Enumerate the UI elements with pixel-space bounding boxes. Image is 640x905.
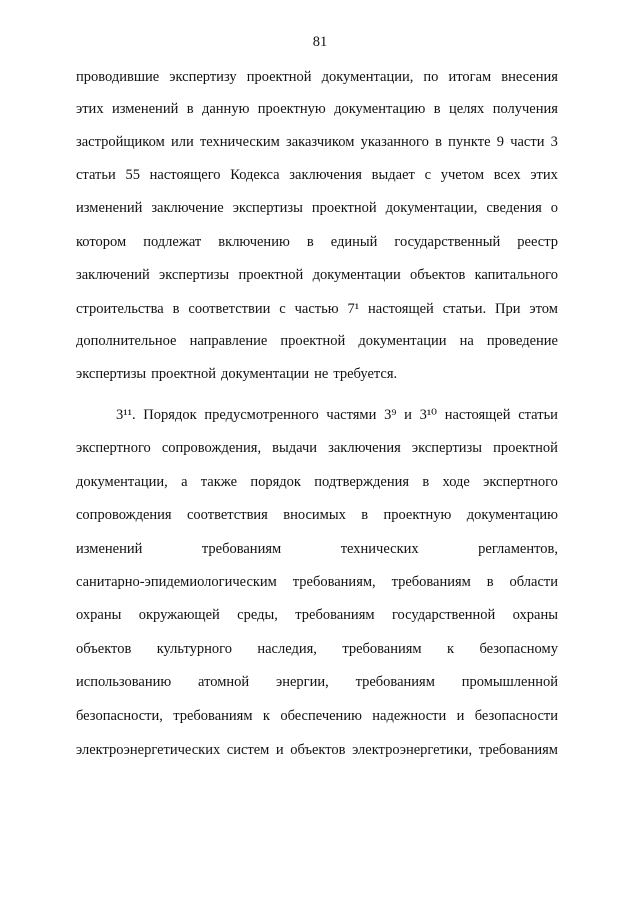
word: котором — [76, 234, 127, 250]
word: безопасному — [479, 641, 558, 657]
word: экспертного — [76, 440, 151, 456]
word: капитального — [474, 267, 558, 283]
word: в — [422, 474, 430, 490]
word: атомной — [198, 674, 250, 690]
word: пункте — [448, 134, 491, 150]
word: единый — [330, 234, 378, 250]
word: застройщиком — [76, 134, 165, 150]
word: строительства — [76, 301, 164, 317]
word: сопровождения — [76, 507, 172, 523]
word: экспертизу — [169, 69, 237, 85]
text-line — [76, 233, 558, 251]
word: проведение — [486, 333, 558, 349]
word: в — [172, 301, 180, 317]
text-line — [76, 100, 558, 118]
word: реестр — [517, 234, 558, 250]
word: экспертизы — [232, 200, 303, 216]
text-line — [76, 300, 558, 318]
word: требованиям — [355, 674, 435, 690]
word: частями — [326, 407, 377, 423]
text-line — [76, 266, 558, 284]
word: 3 — [550, 134, 558, 150]
word: техническим — [199, 134, 280, 150]
word: вносимых — [283, 507, 346, 523]
word: с — [279, 301, 286, 317]
word: статьи. — [442, 301, 487, 317]
word: электроэнергетики, — [352, 742, 473, 758]
page-number: 81 — [312, 34, 328, 50]
word: или — [170, 134, 194, 150]
word: государственный — [394, 234, 501, 250]
word: заключение — [151, 200, 224, 216]
text-line — [76, 707, 558, 725]
word: к — [262, 708, 270, 724]
word: документации, — [76, 474, 168, 490]
word: проектную — [383, 507, 452, 523]
word: изменений — [111, 101, 179, 117]
word: дополнительное — [76, 333, 177, 349]
word: в — [306, 234, 314, 250]
word: по — [423, 69, 439, 85]
text-line — [76, 506, 558, 524]
word: проектной — [311, 200, 377, 216]
word: изменений — [76, 200, 143, 216]
word: регламентов, — [478, 541, 558, 557]
word: требованиям, — [292, 574, 376, 590]
word: проектную — [257, 101, 326, 117]
word: требованиям — [342, 641, 422, 657]
word: предусмотренного — [204, 407, 319, 423]
text-line — [76, 332, 558, 350]
word: с — [424, 167, 432, 183]
word: итогам — [448, 69, 492, 85]
text-line — [76, 573, 558, 591]
word: При — [495, 301, 521, 317]
word: промышленной — [461, 674, 558, 690]
word: надежности — [372, 708, 447, 724]
word: ходе — [442, 474, 470, 490]
word: проектной — [280, 333, 346, 349]
word: порядок — [250, 474, 301, 490]
word: на — [459, 333, 474, 349]
word: сведения — [486, 200, 542, 216]
word: документацию — [334, 101, 426, 117]
word: настоящего — [149, 167, 221, 183]
word: 3¹¹. — [116, 407, 136, 423]
word: экспертизы — [411, 440, 483, 456]
text-line — [76, 606, 558, 624]
word: части — [510, 134, 545, 150]
word: данную — [201, 101, 250, 117]
word: требованиям — [295, 607, 375, 623]
word: систем — [226, 742, 270, 758]
word: в — [186, 101, 194, 117]
word: и — [404, 407, 412, 423]
word: заключения — [328, 440, 401, 456]
word: подтверждения — [314, 474, 410, 490]
word: изменений — [76, 541, 143, 557]
word: также — [200, 474, 238, 490]
word: требованиям — [173, 708, 253, 724]
word: заключения — [289, 167, 362, 183]
text-line — [76, 133, 558, 151]
word: включению — [218, 234, 290, 250]
word: технических — [340, 541, 419, 557]
word: требованиям — [391, 574, 471, 590]
word: энергии, — [276, 674, 329, 690]
word: выдает — [371, 167, 415, 183]
word: охраны — [76, 607, 122, 623]
word: безопасности, — [76, 708, 163, 724]
word: настоящей — [368, 301, 434, 317]
word: проводившие — [76, 69, 160, 85]
word: заключений — [76, 267, 150, 283]
word: и — [275, 742, 284, 758]
word: документации — [358, 333, 447, 349]
word: а — [181, 474, 188, 490]
word: этих — [76, 101, 104, 117]
word: документации — [221, 366, 310, 382]
word: требованиям — [201, 541, 282, 557]
word: объектов — [410, 267, 466, 283]
word: указанного — [360, 134, 429, 150]
word: сопровождения, — [161, 440, 262, 456]
word: в — [433, 101, 441, 117]
word: обеспечению — [280, 708, 362, 724]
word: экспертизы — [76, 366, 147, 382]
text-line — [76, 365, 558, 383]
word: заказчиком — [286, 134, 355, 150]
word: настоящей — [444, 407, 511, 423]
word: проектной — [151, 366, 217, 382]
word: требованиям — [478, 742, 558, 758]
word: в — [486, 574, 494, 590]
word: охраны — [512, 607, 558, 623]
text-line — [76, 540, 558, 558]
word: среды, — [237, 607, 278, 623]
text-line — [76, 68, 558, 86]
word: безопасности — [474, 708, 558, 724]
word: области — [509, 574, 558, 590]
word: этом — [529, 301, 558, 317]
word: 55 — [125, 167, 140, 183]
word: в — [435, 134, 442, 150]
word: внесения — [501, 69, 558, 85]
word: наследия, — [257, 641, 317, 657]
word: выдачи — [272, 440, 318, 456]
word: целях — [448, 101, 485, 117]
word: документацию — [466, 507, 558, 523]
text-line — [76, 166, 558, 184]
word: проектной — [246, 69, 312, 85]
word: экспертизы — [159, 267, 230, 283]
word: о — [550, 200, 558, 216]
word: 3¹⁰ — [419, 407, 437, 423]
word: не — [314, 366, 329, 382]
word: статьи — [518, 407, 558, 423]
word: использованию — [76, 674, 172, 690]
word: частью — [294, 301, 339, 317]
text-line — [76, 199, 558, 217]
word: и — [456, 708, 465, 724]
word: государственной — [391, 607, 496, 623]
word: этих — [530, 167, 558, 183]
word: санитарно-эпидемиологическим — [76, 574, 277, 590]
word: проектной — [493, 440, 558, 456]
word: документации, — [321, 69, 414, 85]
word: получения — [492, 101, 558, 117]
word: статьи — [76, 167, 116, 183]
text-line — [76, 473, 558, 491]
word: 3⁹ — [384, 407, 397, 423]
word: к — [447, 641, 455, 657]
word: электроэнергетических — [76, 742, 221, 758]
word: Кодекса — [230, 167, 280, 183]
word: требуется. — [333, 366, 398, 382]
word: окружающей — [138, 607, 220, 623]
word: подлежат — [143, 234, 202, 250]
word: 9 — [496, 134, 504, 150]
word: объектов — [76, 641, 132, 657]
word: проектной — [238, 267, 304, 283]
word: культурного — [156, 641, 232, 657]
text-line — [76, 673, 558, 691]
word: учетом — [440, 167, 485, 183]
text-line — [116, 406, 558, 424]
text-line — [76, 741, 558, 759]
word: объектов — [290, 742, 346, 758]
word: направление — [189, 333, 268, 349]
word: всех — [493, 167, 521, 183]
text-line — [76, 640, 558, 658]
word: документации, — [385, 200, 478, 216]
word: соответствии — [188, 301, 271, 317]
word: экспертного — [483, 474, 558, 490]
word: соответствия — [187, 507, 268, 523]
text-line — [76, 439, 558, 457]
word: в — [361, 507, 369, 523]
word: документации — [312, 267, 401, 283]
word: 7¹ — [347, 301, 360, 317]
word: Порядок — [143, 407, 197, 423]
